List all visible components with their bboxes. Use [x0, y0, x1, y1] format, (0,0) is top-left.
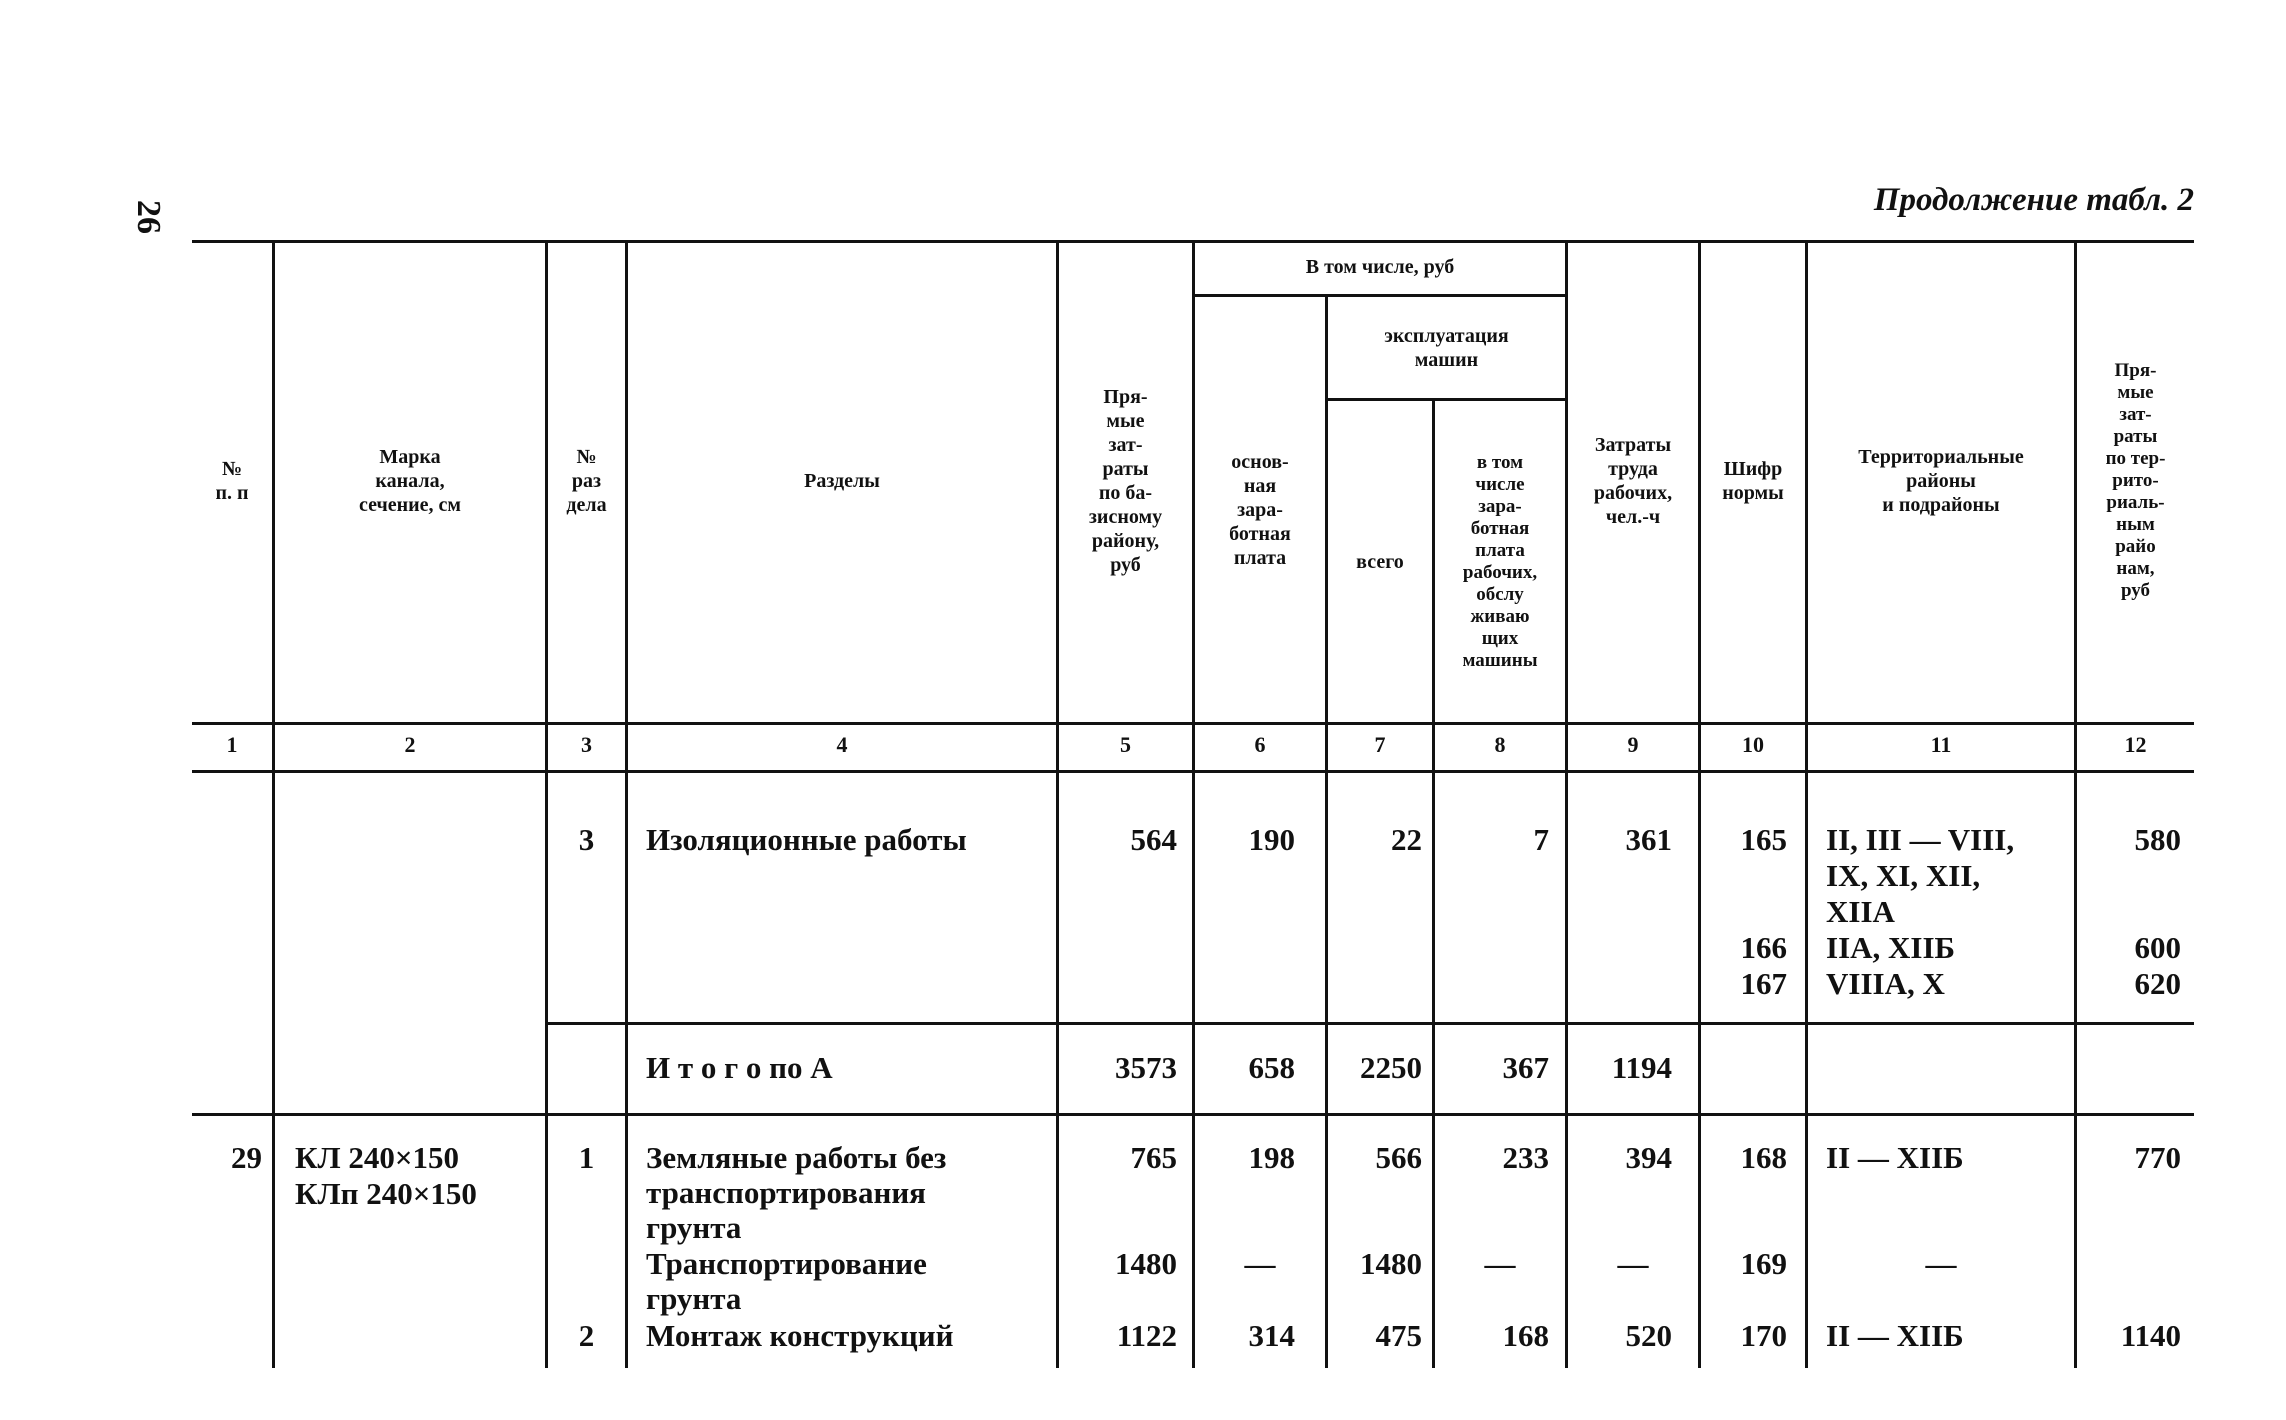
- row-a-c5: 564: [1130, 822, 1177, 857]
- colnum-11: 11: [1930, 732, 1952, 757]
- colnum-3: 3: [581, 732, 592, 757]
- colnum-10: 10: [1742, 732, 1764, 757]
- row-29-s1b-name: Транспортирование грунта: [646, 1246, 927, 1316]
- row-29-s2-c5: 1122: [1116, 1318, 1177, 1353]
- rule-row-a-bottom: [545, 1022, 2194, 1025]
- header-base-wage: основ- ная зара- ботная плата: [1229, 450, 1291, 569]
- colnum-1: 1: [226, 732, 238, 757]
- header-mark: Марка канала, сечение, см: [358, 446, 462, 516]
- row-29-s1b-c5: 1480: [1115, 1246, 1177, 1281]
- row-29-s2-c7: 475: [1375, 1318, 1422, 1353]
- row-a-c12: 580 600 620: [2134, 822, 2181, 1001]
- row-29-s1-c8: 233: [1502, 1140, 1549, 1175]
- row-29-num: 29: [231, 1140, 262, 1175]
- table-caption: Продолжение табл. 2: [1873, 182, 2194, 218]
- row-29-s1b-c6: —: [1244, 1246, 1276, 1281]
- total-a-c9: 1194: [1611, 1050, 1672, 1085]
- colnum-5: 5: [1120, 732, 1131, 757]
- row-29-s1-c10: 168: [1740, 1140, 1787, 1175]
- row-29-s2-c12: 1140: [2120, 1318, 2181, 1353]
- row-29-s1b-c7: 1480: [1360, 1246, 1422, 1281]
- total-a-c6: 658: [1248, 1050, 1295, 1085]
- header-group-machines: эксплуатация машин: [1384, 324, 1509, 371]
- row-29-s2-c6: 314: [1248, 1318, 1295, 1353]
- colnum-6: 6: [1254, 732, 1266, 757]
- header-regions: Территориальные районы и подрайоны: [1858, 446, 2024, 516]
- total-a-label: И т о г о по А: [646, 1050, 833, 1085]
- row-a-c11: II, III — VIII, IX, XI, XII, XIIA IIA, XIIБ VIIIA, X: [1826, 822, 2015, 1001]
- colnum-4: 4: [836, 732, 848, 757]
- row-29-s2-section: 2: [578, 1318, 595, 1353]
- data-table: [192, 240, 2194, 1368]
- row-29-s1b-c8: —: [1484, 1246, 1516, 1281]
- row-29-s1b-c11: —: [1925, 1246, 1957, 1281]
- row-29-s1-name: Земляные работы без транспортирования грунта: [646, 1140, 947, 1245]
- page-number: 26: [130, 200, 167, 234]
- row-29-s1b-c9: —: [1617, 1246, 1649, 1281]
- header-machines-total: всего: [1356, 550, 1404, 573]
- row-29-mark: КЛ 240×150 КЛп 240×150: [295, 1140, 477, 1211]
- colnum-12: 12: [2124, 732, 2147, 757]
- header-labor: Затраты труда рабочих, чел.-ч: [1593, 434, 1673, 528]
- header-num: № п. п: [215, 458, 249, 504]
- row-29-s2-c11: II — XIIБ: [1826, 1318, 1964, 1353]
- row-a-c9: 361: [1625, 822, 1672, 857]
- colnum-9: 9: [1627, 732, 1639, 757]
- total-a-c5: 3573: [1115, 1050, 1177, 1085]
- row-29-s2-name: Монтаж конструкций: [646, 1318, 954, 1353]
- colnum-7: 7: [1374, 732, 1386, 757]
- row-29-s2-c10: 170: [1740, 1318, 1787, 1353]
- colnum-2: 2: [404, 732, 416, 757]
- header-direct-costs-regions: Пря- мые зат- раты по тер- рито- риаль- ным райо нам, руб: [2105, 360, 2166, 601]
- row-a-c6: 190: [1248, 822, 1295, 857]
- header-section-num: № раз дела: [566, 446, 607, 516]
- row-29-s1-c11: II — XIIБ: [1826, 1140, 1964, 1175]
- header-group-incl: В том числе, руб: [1305, 256, 1455, 278]
- row-29-s1-c7: 566: [1375, 1140, 1422, 1175]
- row-29-s1b-c10: 169: [1740, 1246, 1787, 1281]
- row-29-s1-c5: 765: [1130, 1140, 1177, 1175]
- row-29-s2-c9: 520: [1625, 1318, 1672, 1353]
- header-sections: Разделы: [804, 470, 880, 492]
- header-machines-wage: в том числе зара- ботная плата рабочих, обслу живаю щих машины: [1462, 451, 1538, 671]
- header-direct-costs-base: Пря- мые зат- раты по ба- зисному району, руб: [1088, 386, 1163, 576]
- row-29-s2-c8: 168: [1502, 1318, 1549, 1353]
- row-29-s1-c12: 770: [2134, 1140, 2181, 1175]
- row-29-s1-section: 1: [578, 1140, 595, 1175]
- row-29-s1-c9: 394: [1625, 1140, 1672, 1175]
- row-a-c10: 165 166 167: [1740, 822, 1787, 1001]
- row-29-s1-c6: 198: [1248, 1140, 1295, 1175]
- row-a-c7: 22: [1391, 822, 1422, 857]
- total-a-c8: 367: [1502, 1050, 1549, 1085]
- row-a-name: Изоляционные работы: [646, 822, 967, 857]
- total-a-c7: 2250: [1360, 1050, 1422, 1085]
- colnum-8: 8: [1494, 732, 1506, 757]
- row-a-c8: 7: [1533, 822, 1549, 857]
- row-a-section: 3: [578, 822, 595, 857]
- header-code: Шифр нормы: [1722, 458, 1784, 504]
